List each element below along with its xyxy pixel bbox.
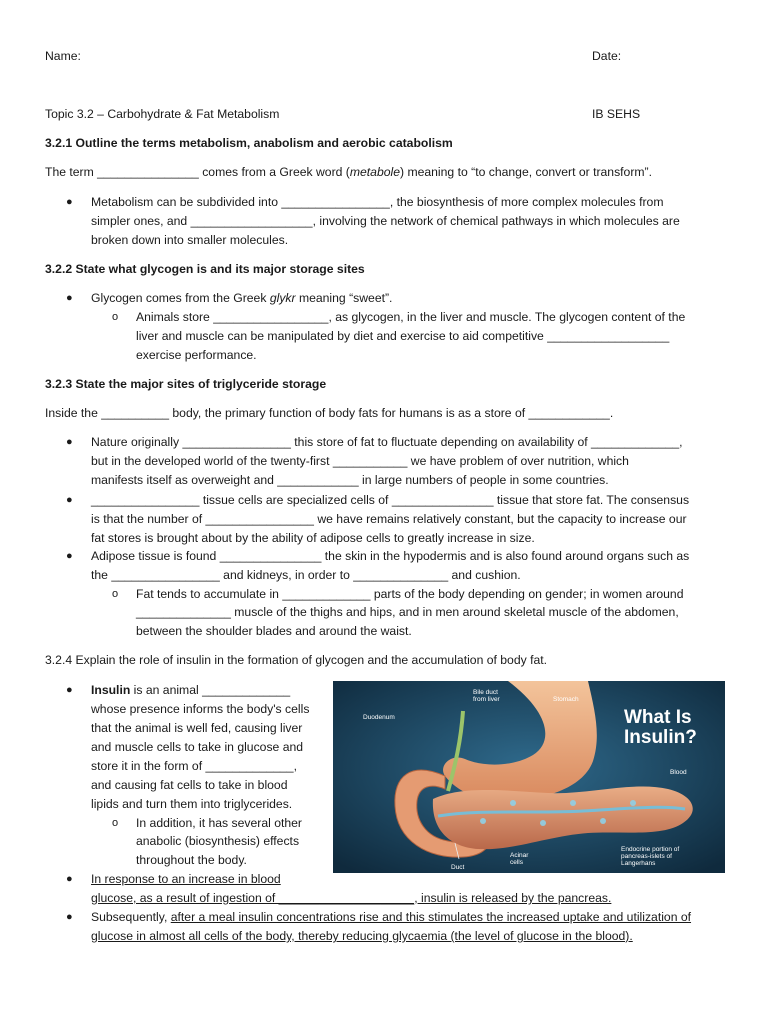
bullet-icon: ● bbox=[66, 494, 73, 506]
bullet-icon: ● bbox=[66, 911, 73, 923]
bullet-text: Glycogen comes from the Greek glykr meaning “sweet”. bbox=[91, 291, 393, 305]
bullet-text: fat stores is brought about by the ability of adipose cells to greatly increase in size. bbox=[91, 531, 535, 545]
bullet-text: broken down into smaller molecules. bbox=[91, 233, 289, 247]
bullet-text: Insulin is an animal _____________ bbox=[91, 683, 291, 697]
duct-label: Duct bbox=[451, 864, 465, 871]
bile-duct-label-2: from liver bbox=[473, 696, 500, 703]
figure-title-line1: What Is bbox=[624, 707, 692, 728]
bullet-icon: ● bbox=[66, 873, 73, 885]
sub-bullet-text: anabolic (biosynthesis) effects bbox=[136, 834, 300, 848]
sub-bullet-icon: o bbox=[112, 588, 119, 600]
bullet-text: store it in the form of _____________, bbox=[91, 759, 297, 773]
bullet-text: glucose in almost all cells of the body, thereby reducing glycaemia (the level of glucose in the blood). bbox=[91, 929, 633, 943]
bullet-text: ________________ tissue cells are specialized cells of _______________ tissue that store fat. The consensus bbox=[91, 493, 690, 507]
bullet-text: Adipose tissue is found _______________ the skin in the hypodermis and is also found around organs such as bbox=[91, 549, 690, 563]
topic-title: Topic 3.2 – Carbohydrate & Fat Metabolism bbox=[45, 107, 280, 121]
sub-bullet-icon: o bbox=[112, 817, 119, 829]
bullet-text: the ________________ and kidneys, in order to ______________ and cushion. bbox=[91, 568, 521, 582]
bullet-icon: ● bbox=[66, 550, 73, 562]
bullet-text: is that the number of ________________ we have remains relatively constant, but the capacity to increase our bbox=[91, 512, 687, 526]
acinar-label-1: Acinar bbox=[510, 852, 529, 859]
bullet-text: that the animal is well fed, causing liver bbox=[91, 721, 303, 735]
sub-bullet-text: ______________ muscle of the thighs and hips, and in men around skeletal muscle of the abdomen, bbox=[136, 605, 679, 619]
bullet-text: glucose, as a result of ingestion of ____________________, insulin is released by the pancreas. bbox=[91, 891, 612, 905]
bullet-text: Nature originally ________________ this store of fat to fluctuate depending on availability of _____________, bbox=[91, 435, 683, 449]
blood-label: Blood bbox=[670, 769, 687, 776]
bullet-text: but in the developed world of the twenty-first ___________ we have problem of over nutrition, which bbox=[91, 454, 629, 468]
name-label: Name: bbox=[45, 49, 81, 63]
bullet-text: manifests itself as overweight and ____________ in large numbers of people in some countries. bbox=[91, 473, 609, 487]
paragraph-intro: Inside the __________ body, the primary function of body fats for humans is as a store of ____________. bbox=[45, 406, 614, 420]
sub-bullet-text: exercise performance. bbox=[136, 348, 257, 362]
bullet-text: simpler ones, and __________________, involving the network of chemical pathways in which molecules are bbox=[91, 214, 680, 228]
bullet-text: and causing fat cells to take in blood bbox=[91, 778, 288, 792]
section-heading-323: 3.2.3 State the major sites of triglyceride storage bbox=[45, 377, 327, 391]
endocrine-label-3: Langerhans bbox=[621, 860, 656, 867]
section-heading-322: 3.2.2 State what glycogen is and its major storage sites bbox=[45, 262, 365, 276]
bullet-text: Subsequently, after a meal insulin concentrations rise and this stimulates the increased uptake and utilization of bbox=[91, 910, 692, 924]
sub-bullet-text: In addition, it has several other bbox=[136, 816, 302, 830]
date-label: Date: bbox=[592, 49, 622, 63]
section-heading-324: 3.2.4 Explain the role of insulin in the formation of glycogen and the accumulation of body fat. bbox=[45, 653, 548, 667]
sub-bullet-text: Fat tends to accumulate in _____________ parts of the body depending on gender; in women around bbox=[136, 587, 684, 601]
stomach-label: Stomach bbox=[553, 696, 579, 703]
bullet-icon: ● bbox=[66, 684, 73, 696]
course-label: IB SEHS bbox=[592, 107, 641, 121]
bullet-icon: ● bbox=[66, 292, 73, 304]
sub-bullet-text: between the shoulder blades and around the waist. bbox=[136, 624, 412, 638]
bile-duct-label-1: Bile duct bbox=[473, 689, 498, 696]
sub-bullet-text: Animals store _________________, as glycogen, in the liver and muscle. The glycogen content of the bbox=[136, 310, 686, 324]
bullet-text: and muscle cells to take in glucose and bbox=[91, 740, 304, 754]
acinar-label-2: cells bbox=[510, 859, 524, 866]
bullet-icon: ● bbox=[66, 196, 73, 208]
sub-bullet-text: throughout the body. bbox=[136, 853, 247, 867]
section-heading-321: 3.2.1 Outline the terms metabolism, anabolism and aerobic catabolism bbox=[45, 136, 453, 150]
bullet-icon: ● bbox=[66, 436, 73, 448]
endocrine-label-1: Endocrine portion of bbox=[621, 846, 680, 853]
bullet-text: In response to an increase in blood bbox=[91, 872, 281, 886]
insulin-pancreas-figure bbox=[333, 681, 725, 873]
duodenum-label: Duodenum bbox=[363, 714, 395, 721]
paragraph-term: The term _______________ comes from a Greek word (metabole) meaning to “to change, convert or transform”. bbox=[45, 165, 652, 179]
bullet-text: lipids and turn them into triglycerides. bbox=[91, 797, 293, 811]
sub-bullet-text: liver and muscle can be manipulated by diet and exercise to aid competitive __________________ bbox=[136, 329, 670, 343]
sub-bullet-icon: o bbox=[112, 311, 119, 323]
figure-title-line2: Insulin? bbox=[624, 727, 697, 748]
bullet-text: whose presence informs the body's cells bbox=[91, 702, 310, 716]
bullet-text: Metabolism can be subdivided into ________________, the biosynthesis of more complex molecules from bbox=[91, 195, 664, 209]
endocrine-label-2: pancreas-islets of bbox=[621, 853, 672, 860]
